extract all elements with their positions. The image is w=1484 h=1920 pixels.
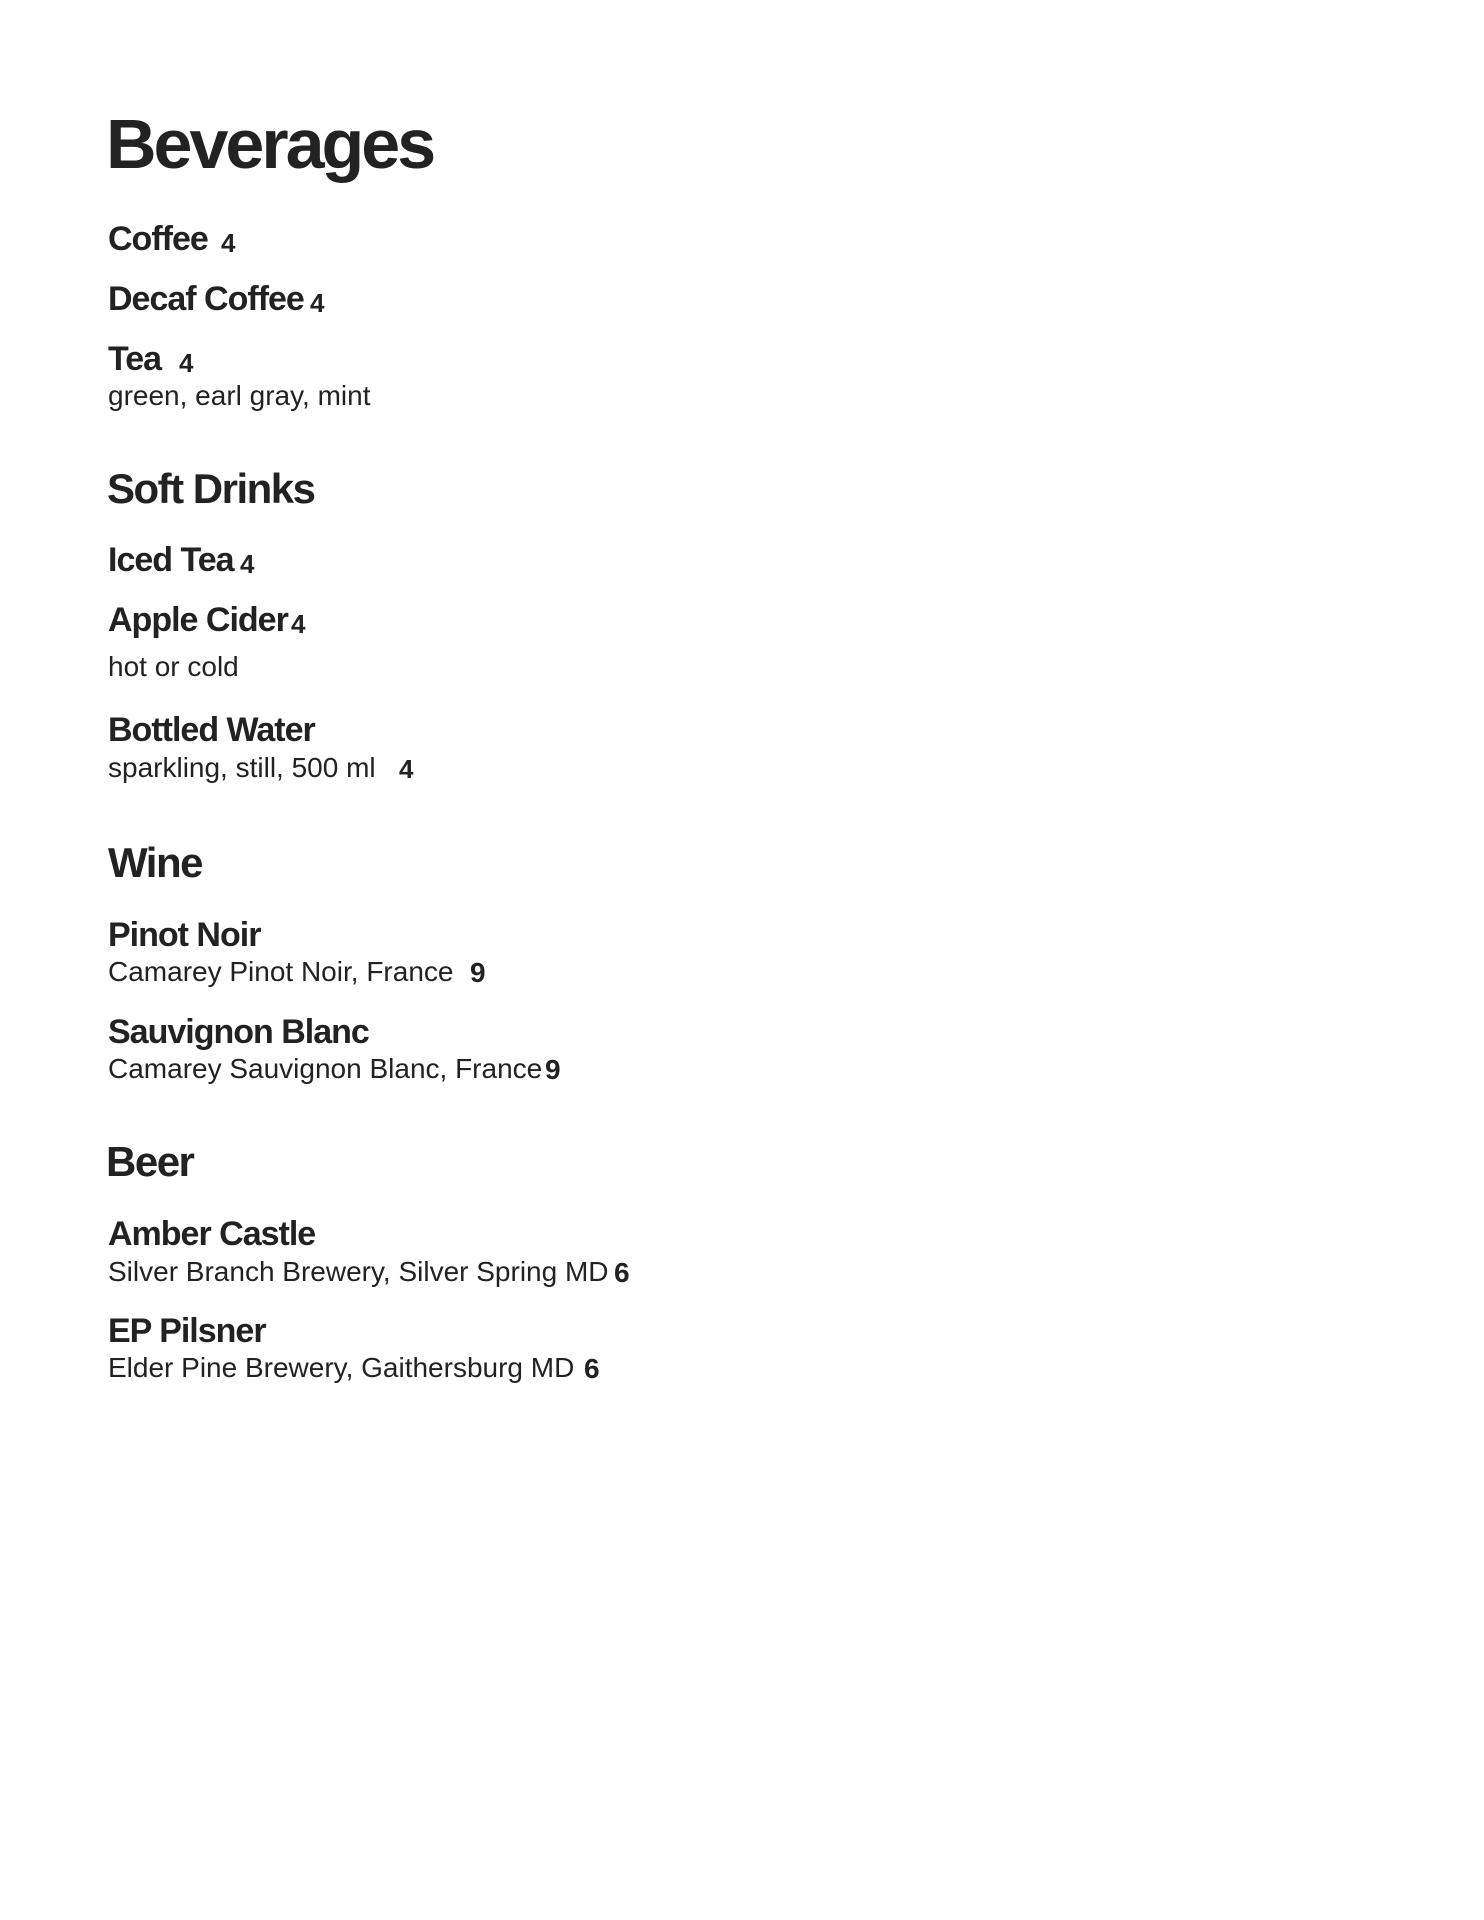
section-heading-soft-drinks: Soft Drinks bbox=[107, 465, 315, 512]
item-name-apple-cider: Apple Cider bbox=[108, 601, 288, 639]
item-price-ep-pilsner: 6 bbox=[584, 1353, 600, 1384]
item-price-sauvignon-blanc: 9 bbox=[545, 1054, 561, 1085]
item-description-sauvignon-blanc: Camarey Sauvignon Blanc, France bbox=[108, 1053, 543, 1084]
item-name-sauvignon-blanc: Sauvignon Blanc bbox=[108, 1013, 369, 1051]
item-price-iced-tea: 4 bbox=[240, 549, 255, 579]
item-name-tea: Tea bbox=[108, 340, 162, 378]
item-description-bottled-water: sparkling, still, 500 ml bbox=[108, 752, 376, 783]
item-description-ep-pilsner: Elder Pine Brewery, Gaithersburg MD bbox=[108, 1352, 575, 1383]
item-name-pinot-noir: Pinot Noir bbox=[108, 916, 261, 954]
item-name-bottled-water: Bottled Water bbox=[108, 711, 315, 749]
item-price-apple-cider: 4 bbox=[291, 609, 306, 639]
item-name-decaf-coffee: Decaf Coffee bbox=[108, 280, 304, 318]
item-description-amber-castle: Silver Branch Brewery, Silver Spring MD bbox=[108, 1256, 609, 1287]
item-description-apple-cider: hot or cold bbox=[108, 651, 239, 682]
item-price-pinot-noir: 9 bbox=[470, 957, 486, 988]
item-description-tea: green, earl gray, mint bbox=[108, 380, 371, 411]
page-title: Beverages bbox=[106, 105, 434, 183]
item-price-amber-castle: 6 bbox=[614, 1257, 630, 1288]
item-name-coffee: Coffee bbox=[108, 220, 208, 258]
section-heading-wine: Wine bbox=[108, 839, 202, 886]
item-price-decaf-coffee: 4 bbox=[310, 288, 325, 318]
item-name-ep-pilsner: EP Pilsner bbox=[108, 1312, 266, 1350]
item-description-pinot-noir: Camarey Pinot Noir, France bbox=[108, 956, 454, 987]
section-heading-beer: Beer bbox=[106, 1138, 194, 1185]
item-price-coffee: 4 bbox=[221, 228, 236, 258]
item-name-iced-tea: Iced Tea bbox=[108, 541, 234, 579]
item-price-bottled-water: 4 bbox=[399, 754, 414, 784]
item-price-tea: 4 bbox=[179, 348, 194, 378]
item-name-amber-castle: Amber Castle bbox=[108, 1215, 316, 1253]
